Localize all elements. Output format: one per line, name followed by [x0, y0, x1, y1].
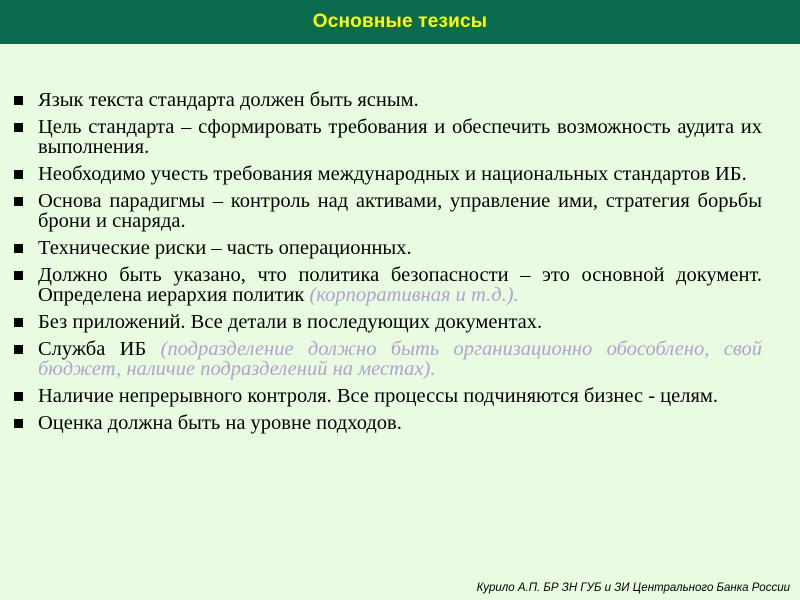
bullet-item [14, 386, 762, 406]
bullet-item [14, 117, 762, 157]
bullet-item [14, 238, 762, 258]
bullet-text: Технические риски – часть операционных. [38, 237, 412, 259]
square-bullet-icon [14, 318, 23, 327]
bullet-item [14, 90, 762, 110]
bullet-item [14, 191, 762, 231]
slide-title: Основные тезисы [312, 11, 488, 32]
bullet-text: Оценка должна быть на уровне подходов. [38, 412, 402, 434]
bullet-item [14, 339, 762, 379]
footer-credit: Курило А.П. БР ЗН ГУБ и ЗИ Центрального Банка России [476, 582, 790, 594]
bullet-text: Цель стандарта – сформировать требования и обеспечить возможность аудита их выполнения. [38, 116, 762, 158]
bullet-text: Без приложений. Все детали в последующих документах. [38, 311, 543, 333]
bullet-text: Наличие непрерывного контроля. Все процессы подчиняются бизнес - целям. [38, 385, 718, 407]
bullet-text: Служба ИБ [38, 338, 161, 360]
square-bullet-icon [14, 197, 23, 206]
square-bullet-icon [14, 392, 23, 401]
bullet-item [14, 312, 762, 332]
square-bullet-icon [14, 419, 23, 428]
bullet-list [14, 90, 762, 440]
square-bullet-icon [14, 244, 23, 253]
square-bullet-icon [14, 123, 23, 132]
bullet-item [14, 413, 762, 433]
square-bullet-icon [14, 170, 23, 179]
square-bullet-icon [14, 271, 23, 280]
bullet-text: Необходимо учесть требования международных и национальных стандартов ИБ. [38, 163, 747, 185]
bullet-item [14, 265, 762, 305]
bullet-text: Основа парадигмы – контроль над активами, управление ими, стратегия борьбы брони и снаряда. [38, 190, 762, 232]
bullet-item [14, 164, 762, 184]
square-bullet-icon [14, 345, 23, 354]
bullet-note: (корпоративная и т.д.). [309, 284, 519, 306]
bullet-note: (подразделение должно быть организационно обособлено, свой бюджет, наличие подразделений на местах). [38, 338, 762, 380]
bullet-text: Должно быть указано, что политика безопасности – это основной документ. Определена иерархия политик [38, 264, 762, 306]
square-bullet-icon [14, 96, 23, 105]
bullet-text: Язык текста стандарта должен быть ясным. [38, 89, 419, 111]
title-bar [0, 0, 800, 44]
